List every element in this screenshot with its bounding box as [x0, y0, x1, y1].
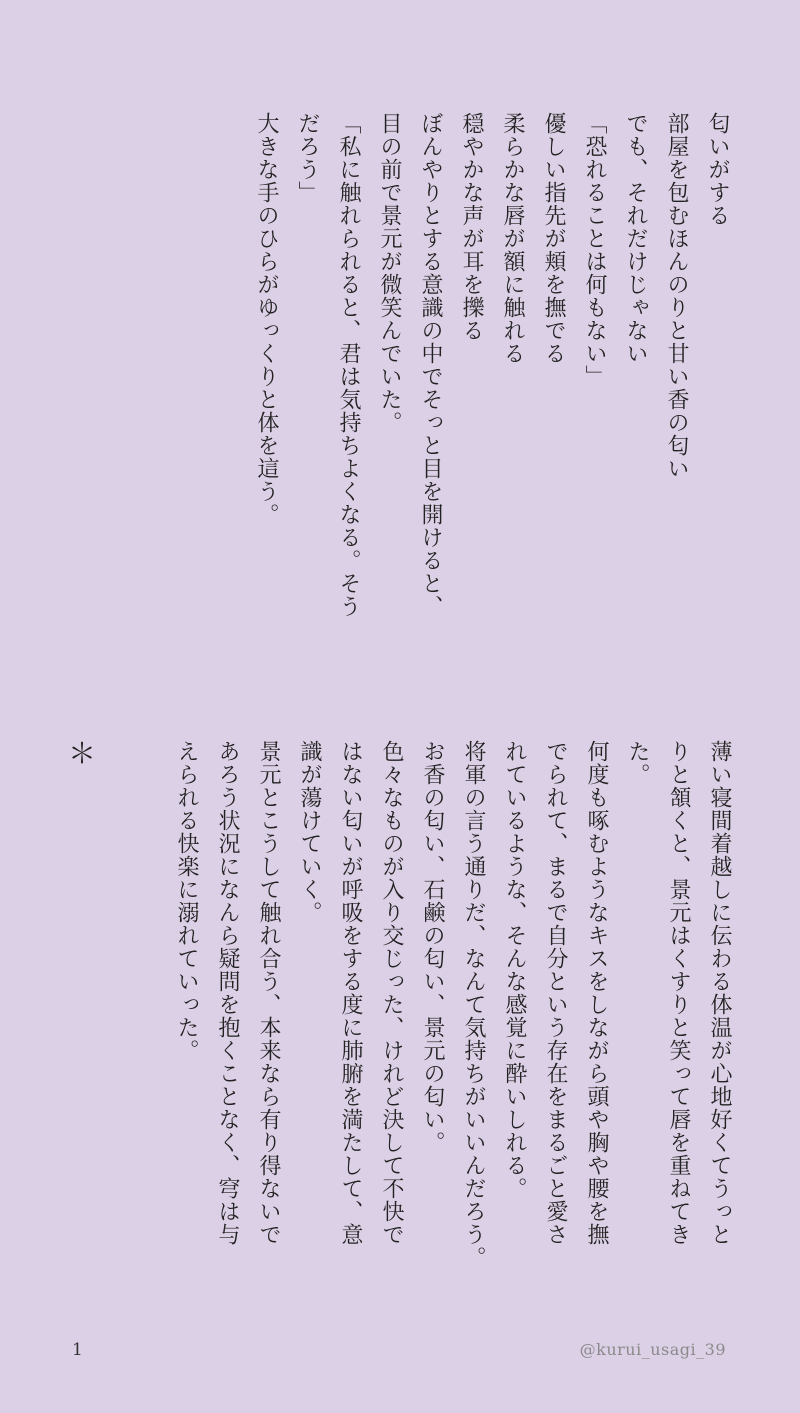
dialogue-line: 「私に触れられると、君は気持ちよくなる。そう: [336, 112, 361, 618]
text-line: 柔らかな唇が額に触れる: [500, 112, 525, 365]
text-line: 匂いがする: [705, 112, 730, 227]
text-line: 色々なものが入り交じった、けれど決して不快で: [379, 740, 404, 1246]
text-line: 薄い寝間着越しに伝わる体温が心地好くてうっと: [707, 740, 732, 1246]
page-number: 1: [72, 1340, 83, 1360]
dialogue-line: 「恐れることは何もない」: [582, 112, 607, 388]
author-handle: @kurui_usagi_39: [579, 1340, 726, 1359]
text-block-bottom: [166, 740, 740, 1310]
text-line: えられる快楽に溺れていった。: [174, 740, 199, 1062]
text-line: でも、それだけじゃない: [623, 112, 648, 365]
text-line: 優しい指先が頬を撫でる: [541, 112, 566, 365]
text-line: た。: [625, 740, 650, 786]
text-line: 識が蕩けていく。: [297, 740, 322, 924]
text-line: 目の前で景元が微笑んでいた。: [377, 112, 402, 434]
text-block-top: [246, 112, 738, 682]
text-line: あろう状況になんら疑問を抱くことなく、穹は与: [215, 740, 240, 1246]
text-line: 穏やかな声が耳を擽る: [459, 112, 484, 342]
text-line: お香の匂い、石鹸の匂い、景元の匂い。: [420, 740, 445, 1154]
text-line: 景元とこうして触れ合う、本来なら有り得ないで: [256, 740, 281, 1246]
text-line: ぼんやりとする意識の中でそっと目を開けると、: [418, 112, 443, 618]
section-break-asterisk: ＊: [68, 737, 97, 770]
text-line: 何度も啄むようなキスをしながら頭や胸や腰を撫: [584, 740, 609, 1246]
text-line: 大きな手のひらがゆっくりと体を這う。: [254, 112, 279, 526]
text-line: 将軍の言う通りだ、なんて気持ちがいいんだろう。: [461, 740, 486, 1269]
text-line: はない匂いが呼吸をする度に肺腑を満たして、意: [338, 740, 363, 1246]
text-line: りと頷くと、景元はくすりと笑って唇を重ねてき: [666, 740, 691, 1246]
text-line: 部屋を包むほんのりと甘い香の匂い: [664, 112, 689, 480]
text-line: でられて、まるで自分という存在をまるごと愛さ: [543, 740, 568, 1246]
dialogue-line: だろう」: [295, 112, 320, 204]
text-line: れているような、そんな感覚に酔いしれる。: [502, 740, 527, 1200]
